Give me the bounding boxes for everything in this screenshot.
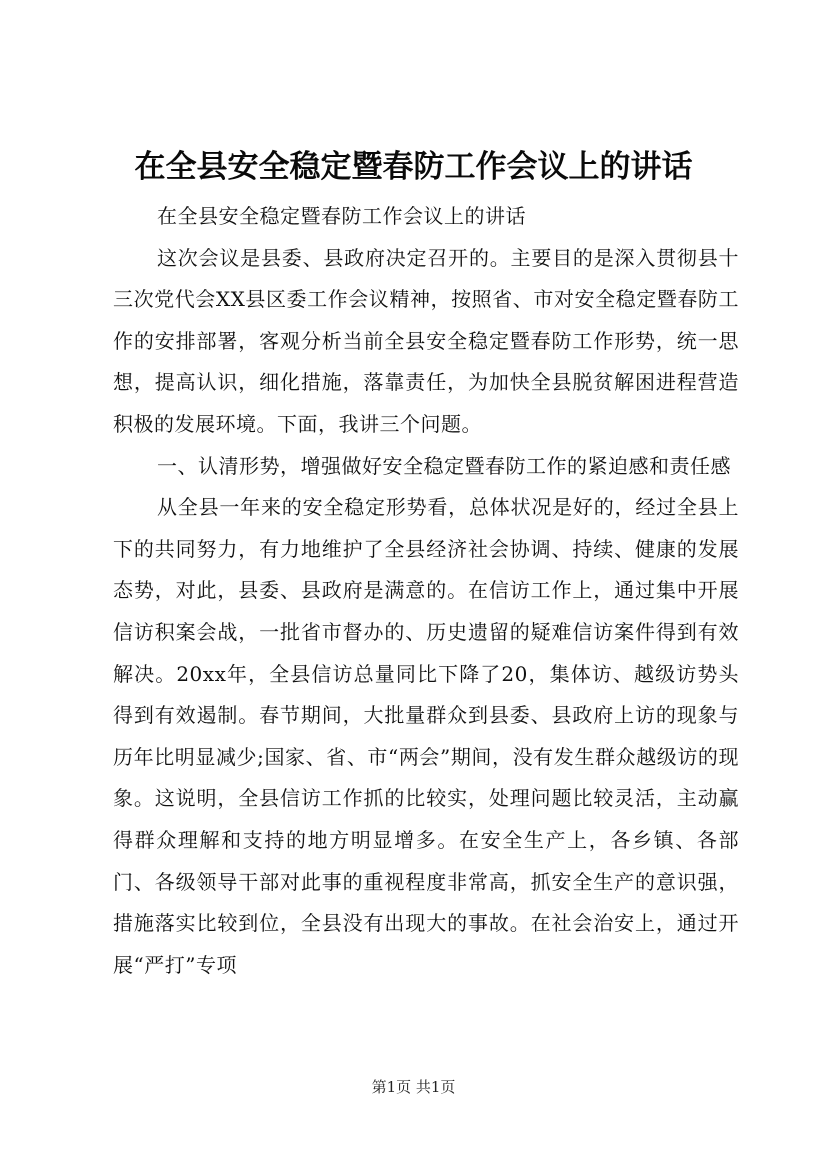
document-body bbox=[113, 196, 739, 986]
document-subtitle: 在全县安全稳定暨春防工作会议上的讲话 bbox=[157, 204, 526, 228]
paragraph-intro: 这次会议是县委、县政府决定召开的。主要目的是深入贯彻县十三次党代会XX县区委工作会议精神，按照省、市对安全稳定暨春防工作的安排部署，客观分析当前全县安全稳定暨春防工作形势，统一思想，提高认识，细化措施，落靠责任，为加快全县脱贫解困进程营造积极的发展环境。下面，我讲三个问题。 bbox=[113, 245, 739, 436]
document-title: 在全县安全稳定暨春防工作会议上的讲话 bbox=[134, 149, 693, 185]
page-footer: 第1页 共1页 bbox=[371, 1078, 456, 1096]
paragraph-situation: 从全县一年来的安全稳定形势看，总体状况是好的，经过全县上下的共同努力，有力地维护了全县经济社会协调、持续、健康的发展态势，对此，县委、县政府是满意的。在信访工作上，通过集中开展信访积案会战，一批省市督办的、历史遗留的疑难信访案件得到有效解决。20xx年，全县信访总量同比下降了20，集体访、越级访势头得到有效遏制。春节期间，大批量群众到县委、县政府上访的现象与历年比明显减少;国家、省、市“两会”期间，没有发生群众越级访的现象。这说明，全县信访工作抓的比较实，处理问题比较灵活，主动赢得群众理解和支持的地方明显增多。在安全生产上，各乡镇、各部门、各级领导干部对此事的重视程度非常高，抓安全生产的意识强，措施落实比较到位，全县没有出现大的事故。在社会治安上，通过开展“严打”专项 bbox=[113, 495, 739, 977]
section-heading-1: 一、认清形势，增强做好安全稳定暨春防工作的紧迫感和责任感 bbox=[157, 453, 731, 478]
